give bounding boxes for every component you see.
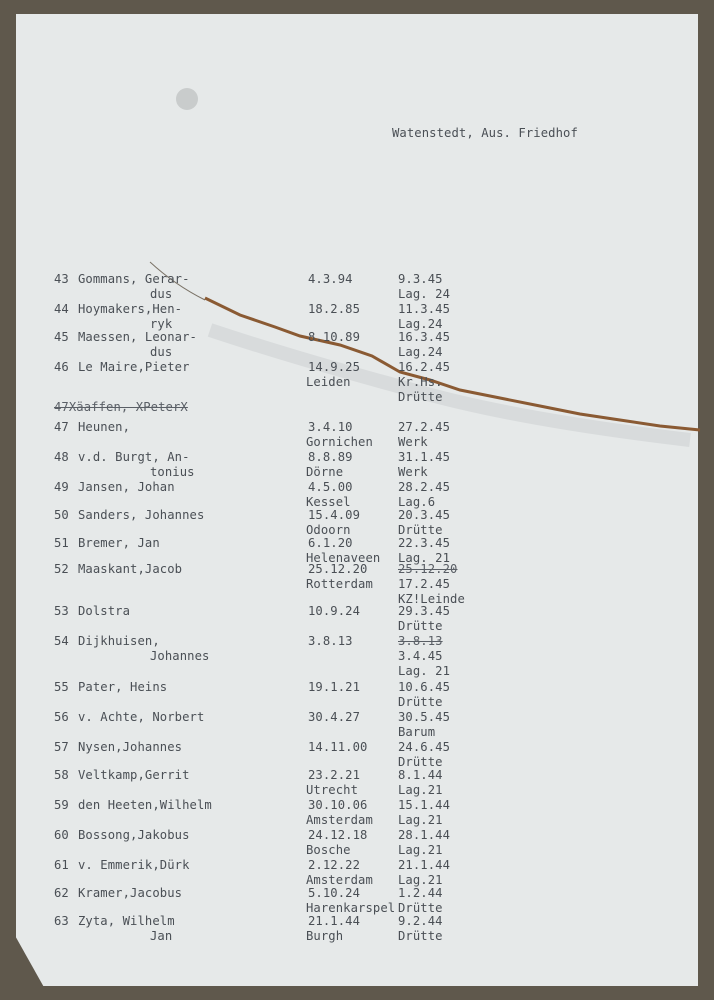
entry-death-date: 9.2.44 (398, 914, 443, 928)
entry-birth-date: 18.2.85 (308, 302, 361, 316)
entry-death-place: Lag.21 (398, 783, 443, 797)
entry-death-place: Drütte (398, 755, 443, 769)
entry-birth-date: 10.9.24 (308, 604, 361, 618)
entry-birth-date: 4.5.00 (308, 480, 353, 494)
entry-death-place: Werk (398, 465, 428, 479)
entry-name: Veltkamp,Gerrit (78, 768, 190, 782)
entry-birth-date: 4.3.94 (308, 272, 353, 286)
entry-birth-date: 30.4.27 (308, 710, 361, 724)
entry-death-date: 16.2.45 (398, 360, 451, 374)
punch-hole-mark (176, 88, 198, 110)
entry-number: 62 (54, 886, 69, 900)
entry-name: Nysen,Johannes (78, 740, 183, 754)
entry-death-place: Lag.21 (398, 843, 443, 857)
entry-death-place: Drütte (398, 619, 443, 633)
entry-name: Le Maire,Pieter (78, 360, 190, 374)
entry-name: Sanders, Johannes (78, 508, 205, 522)
entry-death-date: 1.2.44 (398, 886, 443, 900)
entry-birth-place: Dörne (306, 465, 344, 479)
entry-number: 57 (54, 740, 69, 754)
entry-birth-place: Burgh (306, 929, 344, 943)
entry-death-date: 31.1.45 (398, 450, 451, 464)
entry-birth-place: Odoorn (306, 523, 351, 537)
entry-death-note: Drütte (398, 390, 443, 404)
entry-number: 63 (54, 914, 69, 928)
entry-death-place: Drütte (398, 929, 443, 943)
entry-birth-place: Utrecht (306, 783, 359, 797)
entry-death-place: Lag.21 (398, 813, 443, 827)
entry-birth-place: Bosche (306, 843, 351, 857)
entry-name: v. Emmerik,Dürk (78, 858, 190, 872)
entry-name: v.d. Burgt, An- (78, 450, 190, 464)
entry-name: Hoymakers,Hen- (78, 302, 183, 316)
entry-death-place: Werk (398, 435, 428, 449)
entry-number: 60 (54, 828, 69, 842)
entry-name: Bossong,Jakobus (78, 828, 190, 842)
entry-birth-date: 8.10.89 (308, 330, 361, 344)
entry-name-cont: tonius (150, 465, 195, 479)
entry-birth-date: 19.1.21 (308, 680, 361, 694)
entry-number: 54 (54, 634, 69, 648)
entry-death-place: Lag.21 (398, 873, 443, 887)
entry-death-date: 30.5.45 (398, 710, 451, 724)
entry-number: 44 (54, 302, 69, 316)
entry-name: Dolstra (78, 604, 131, 618)
entry-name: Zyta, Wilhelm (78, 914, 175, 928)
entry-death-place: Lag.24 (398, 345, 443, 359)
entry-death-date: 28.1.44 (398, 828, 451, 842)
entry-name-cont: Johannes (150, 649, 210, 663)
entry-death-date: 20.3.45 (398, 508, 451, 522)
entry-birth-date: 15.4.09 (308, 508, 361, 522)
entry-birth-date: 14.9.25 (308, 360, 361, 374)
entry-name: den Heeten,Wilhelm (78, 798, 212, 812)
entry-death-date: 21.1.44 (398, 858, 451, 872)
entry-number: 45 (54, 330, 69, 344)
entry-death-place: Lag. 24 (398, 287, 451, 301)
entry-birth-date: 23.2.21 (308, 768, 361, 782)
entry-death-place: Lag.24 (398, 317, 443, 331)
entry-number: 46 (54, 360, 69, 374)
struck-out-line: 47Xäaffen, XPeterX (54, 400, 188, 414)
entry-death-date: 24.6.45 (398, 740, 451, 754)
entry-number: 55 (54, 680, 69, 694)
entry-number: 49 (54, 480, 69, 494)
entry-name-cont: ryk (150, 317, 173, 331)
entry-name: Kramer,Jacobus (78, 886, 183, 900)
entry-name-cont: Jan (150, 929, 173, 943)
entry-birth-date: 6.1.20 (308, 536, 353, 550)
entry-death-place: 3.4.45 (398, 649, 443, 663)
entry-number: 43 (54, 272, 69, 286)
entry-death-date: 15.1.44 (398, 798, 451, 812)
entry-number: 47 (54, 420, 69, 434)
entry-name: Bremer, Jan (78, 536, 160, 550)
entry-death-place: Lag. 21 (398, 551, 451, 565)
entry-birth-date: 3.8.13 (308, 634, 353, 648)
entry-name-cont: dus (150, 287, 173, 301)
entry-name: Pater, Heins (78, 680, 168, 694)
entry-birth-date: 14.11.00 (308, 740, 368, 754)
entry-death-date: 25.12.20 (398, 562, 458, 576)
entry-birth-date: 21.1.44 (308, 914, 361, 928)
entry-name: Maessen, Leonar- (78, 330, 197, 344)
entry-number: 59 (54, 798, 69, 812)
entry-death-place: Kr.Hs. (398, 375, 443, 389)
entry-name: Gommans, Gerar- (78, 272, 190, 286)
entry-death-date: 11.3.45 (398, 302, 451, 316)
entry-death-place: Lag.6 (398, 495, 436, 509)
entry-birth-date: 25.12.20 (308, 562, 368, 576)
entry-death-note: KZ!Leinde (398, 592, 465, 606)
entry-death-date: 9.3.45 (398, 272, 443, 286)
entry-number: 48 (54, 450, 69, 464)
entry-birth-place: Leiden (306, 375, 351, 389)
entry-name: Heunen, (78, 420, 131, 434)
entry-birth-place: Gornichen (306, 435, 373, 449)
entry-birth-place: Rotterdam (306, 577, 373, 591)
entry-name: Jansen, Johan (78, 480, 175, 494)
entry-birth-date: 5.10.24 (308, 886, 361, 900)
entry-number: 51 (54, 536, 69, 550)
entry-birth-date: 30.10.06 (308, 798, 368, 812)
entry-name: v. Achte, Norbert (78, 710, 205, 724)
entry-birth-date: 24.12.18 (308, 828, 368, 842)
entry-birth-place: Helenaveen (306, 551, 381, 565)
entry-death-place: Barum (398, 725, 436, 739)
entry-death-date: 29.3.45 (398, 604, 451, 618)
entry-death-place: Drütte (398, 901, 443, 915)
entry-name-cont: dus (150, 345, 173, 359)
entry-death-date: 10.6.45 (398, 680, 451, 694)
entry-birth-date: 3.4.10 (308, 420, 353, 434)
entry-birth-date: 8.8.89 (308, 450, 353, 464)
entry-death-place: Drütte (398, 695, 443, 709)
entry-birth-date: 2.12.22 (308, 858, 361, 872)
entry-death-date: 3.8.13 (398, 634, 443, 648)
entry-name: Dijkhuisen, (78, 634, 160, 648)
entry-number: 52 (54, 562, 69, 576)
entry-number: 61 (54, 858, 69, 872)
entry-death-date: 28.2.45 (398, 480, 451, 494)
entry-birth-place: Harenkarspel (306, 901, 396, 915)
entry-number: 58 (54, 768, 69, 782)
entry-birth-place: Amsterdam (306, 813, 373, 827)
entry-death-note: Lag. 21 (398, 664, 451, 678)
entry-name: Maaskant,Jacob (78, 562, 183, 576)
entry-death-place: Drütte (398, 523, 443, 537)
entry-birth-place: Amsterdam (306, 873, 373, 887)
entry-death-date: 27.2.45 (398, 420, 451, 434)
entry-death-date: 16.3.45 (398, 330, 451, 344)
entry-number: 56 (54, 710, 69, 724)
entry-death-place: 17.2.45 (398, 577, 451, 591)
entry-number: 53 (54, 604, 69, 618)
entry-death-date: 22.3.45 (398, 536, 451, 550)
entry-death-date: 8.1.44 (398, 768, 443, 782)
page-heading: Watenstedt, Aus. Friedhof (392, 126, 578, 140)
entry-birth-place: Kessel (306, 495, 351, 509)
entry-number: 50 (54, 508, 69, 522)
